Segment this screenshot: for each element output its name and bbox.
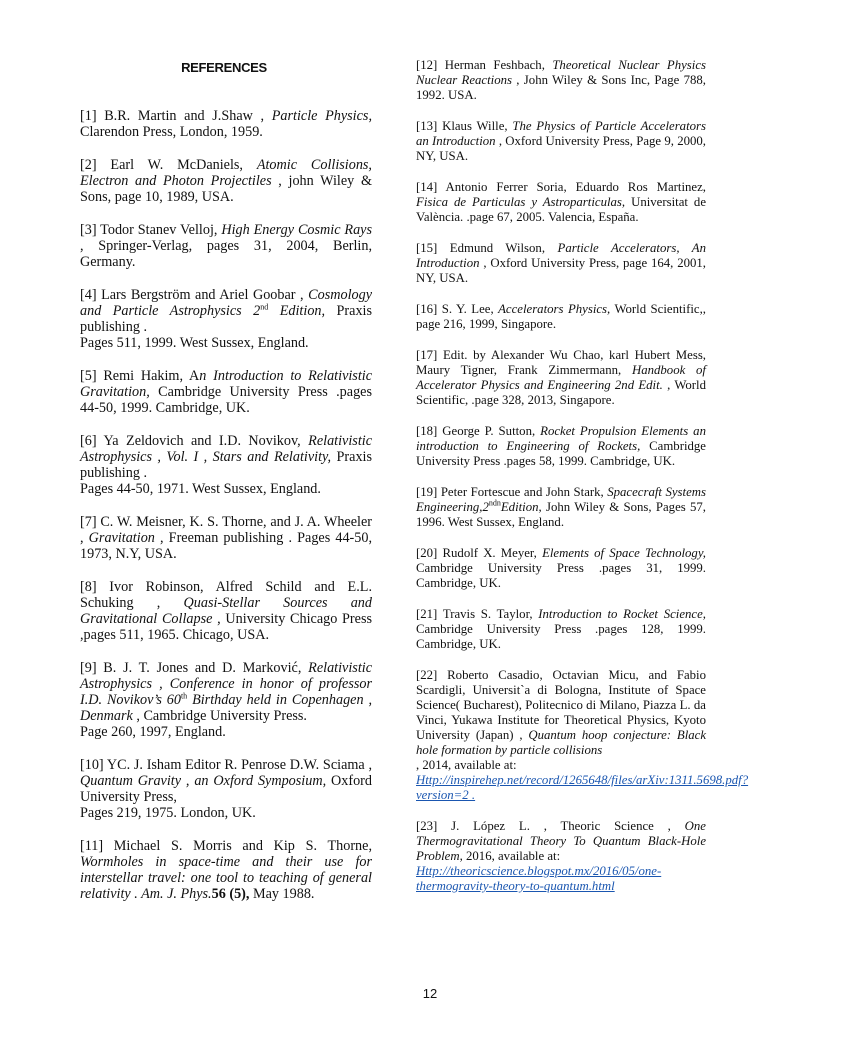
reference-text: Particle Physics, (271, 108, 372, 124)
reference-text: Pages 44-50, 1971. West Sussex, England. (80, 481, 321, 497)
reference-entry (80, 108, 372, 140)
reference-entry (80, 838, 372, 902)
reference-text: Pages 219, 1975. London, UK. (80, 805, 256, 821)
reference-entry (80, 287, 372, 351)
reference-entry (416, 607, 706, 652)
reference-text: Pages 511, 1999. West Sussex, England. (80, 335, 309, 351)
reference-text: Rocket Propulsion Elements an introduction to Engineering of Rockets, (416, 424, 706, 453)
reference-text: Clarendon Press, London, 1959. (80, 124, 263, 140)
reference-entry (416, 485, 706, 530)
reference-text: [15] Edmund Wilson, (416, 241, 558, 255)
reference-text: [21] Travis S. Taylor, (416, 607, 539, 621)
reference-text: [18] George P. Sutton, (416, 424, 541, 438)
reference-entry (416, 180, 706, 225)
reference-text: Cosmology and Particle Astrophysics 2 (80, 287, 372, 319)
reference-text: th (180, 691, 188, 701)
reference-text: [19] Peter Fortescue and John Stark, (416, 485, 608, 499)
reference-text: World Scientific,, page 216, 1999, Singapore. (416, 302, 706, 331)
left-reference-list (80, 108, 372, 902)
reference-text: Relativistic Astrophysics , Vol. I , Stars and Relativity, (80, 433, 372, 465)
reference-text: Cambridge University Press .pages 44-50, 1999. Cambridge, UK. (80, 384, 372, 416)
reference-text: , University Chicago Press ,pages 511, 1965. Chicago, USA. (80, 611, 372, 643)
reference-text: Atomic Collisions, Electron and Photon Projectiles (80, 157, 372, 189)
reference-text: Praxis publishing . (80, 449, 372, 481)
reference-entry (80, 514, 372, 562)
reference-entry (80, 433, 372, 497)
reference-entry (80, 660, 372, 740)
reference-text: 2016, available at: (462, 849, 561, 863)
reference-text: Cambridge University Press .pages 128, 1999. Cambridge, UK. (416, 622, 706, 651)
reference-text: Cambridge University Press .pages 31, 1999. Cambridge, UK. (416, 561, 706, 590)
reference-text: Page 260, 1997, England. (80, 724, 226, 740)
reference-text: High Energy Cosmic Rays (221, 222, 372, 238)
reference-text: Accelerators Physics, (498, 302, 611, 316)
reference-text: , john Wiley & Sons, page 10, 1989, USA. (80, 173, 372, 205)
reference-entry (416, 58, 706, 103)
reference-text: Quantum Gravity , an Oxford Symposium, (80, 773, 327, 789)
reference-text: , Oxford University Press, Page 9, 2000, NY, USA. (416, 134, 707, 163)
right-reference-list (416, 58, 749, 894)
reference-text: Quantum hoop conjecture: Black hole formation by particle collisions (416, 728, 707, 757)
reference-text: Spacecraft Systems Engineering,2 (416, 485, 706, 514)
reference-text: Edition, (268, 303, 326, 319)
left-column (80, 58, 372, 902)
reference-text: [23] J. López L. , Theoric Science , (416, 819, 685, 833)
reference-text: [2] Earl W. McDaniels, (80, 157, 257, 173)
reference-text: , Springer-Verlag, pages 31, 2004, Berlin, Germany. (80, 238, 372, 270)
reference-text: 56 (5), (211, 886, 250, 902)
reference-link[interactable]: Http://inspirehep.net/record/1265648/files/arXiv:1311.5698.pdf?version=2 . (416, 773, 749, 802)
references-heading: REFERENCES (181, 60, 267, 75)
reference-entry (416, 348, 706, 408)
reference-text: Introduction to Rocket Science, (538, 607, 706, 621)
reference-text: , Cambridge University Press. (132, 708, 307, 724)
reference-text: ndn (488, 498, 501, 508)
reference-text: Edition, (500, 500, 542, 514)
reference-text: [9] B. J. T. Jones and D. Marković, (80, 660, 309, 676)
reference-entry (80, 368, 372, 416)
reference-text: The Physics of Particle Accelerators an Introduction (416, 119, 706, 148)
reference-text: [22] Roberto Casadio, Octavian Micu, and Fabio Scardigli, Universit`a di Bologna, Institute of Space Science( Bucharest), Politecnico di Milano, Piazza L. da Vinci, Yukawa Institute for Theoretical Physics, Kyoto University (Japan) , (416, 668, 706, 742)
reference-text: n Introduction to Relativistic Gravitation, (80, 368, 373, 400)
reference-text: May 1988. (249, 886, 315, 902)
reference-entry (416, 819, 706, 894)
reference-text: [6] Ya Zeldovich and I.D. Novikov, (80, 433, 309, 449)
reference-text: , World Scientific, .page 328, 2013, Singapore. (416, 378, 706, 407)
reference-text: [20] Rudolf X. Meyer, (416, 546, 543, 560)
reference-text: [5] Remi Hakim, A (80, 368, 200, 384)
reference-text: Particle Accelerators, An Introduction (416, 241, 706, 270)
reference-text: [8] Ivor Robinson, Alfred Schild and E.L. Schuking , (80, 579, 372, 611)
reference-text: [10] YC. J. Isham Editor R. Penrose D.W. Sciama , (80, 757, 372, 773)
reference-text: [1] B.R. Martin and J.Shaw , (80, 108, 272, 124)
reference-entry (416, 424, 706, 469)
reference-link[interactable]: Http://theoricscience.blogspot.mx/2016/05/one-thermogravity-theory-to-quantum.html (416, 864, 662, 893)
reference-text: Handbook of Accelerator Physics and Engineering 2nd Edit. (416, 363, 706, 392)
reference-text: Praxis publishing . (80, 303, 373, 335)
reference-entry (416, 668, 749, 803)
reference-entry (80, 157, 372, 205)
reference-text: One Thermogravitational Theory To Quantum Black-Hole Problem, (416, 819, 706, 863)
reference-text: [14] Antonio Ferrer Soria, Eduardo Ros Martinez, (416, 180, 706, 194)
reference-text: nd (260, 302, 269, 312)
reference-text: Elements of Space Technology, (542, 546, 706, 560)
reference-text: , Oxford University Press, page 164, 2001, NY, USA. (416, 256, 706, 285)
reference-entry (80, 222, 372, 270)
reference-entry (80, 579, 372, 643)
reference-text: [3] Todor Stanev Velloj, (80, 222, 222, 238)
reference-text: [11] Michael S. Morris and Kip S. Thorne, (80, 838, 372, 854)
reference-text: [16] S. Y. Lee, (416, 302, 499, 316)
reference-text: Oxford University Press, (80, 773, 372, 805)
page-number: 12 (422, 986, 438, 1001)
reference-text: Birthday held in Copenhagen , Denmark (80, 692, 372, 724)
reference-text: [12] Herman Feshbach, (416, 58, 553, 72)
reference-text: John Wiley & Sons, Pages 57, 1996. West Sussex, England. (416, 500, 706, 529)
reference-text: [4] Lars Bergström and Ariel Goobar , (80, 287, 309, 303)
reference-text: Cambridge University Press .pages 58, 1999. Cambridge, UK. (416, 439, 706, 468)
reference-text: , Freeman publishing . Pages 44-50, 1973, N.Y, USA. (80, 530, 372, 562)
right-column (416, 58, 749, 894)
reference-text: Fisica de Particulas y Astroparticulas, (416, 195, 626, 209)
reference-text: [7] C. W. Meisner, K. S. Thorne, and J. A. Wheeler , (80, 514, 372, 546)
reference-entry (416, 119, 706, 164)
reference-entry (416, 546, 706, 591)
reference-text: [13] Klaus Wille, (416, 119, 513, 133)
reference-entry (80, 757, 372, 821)
reference-text: Theoretical Nuclear Physics Nuclear Reactions (416, 58, 706, 87)
reference-text: [17] Edit. by Alexander Wu Chao, karl Hubert Mess, Maury Tigner, Frank Zimmermann, (416, 348, 706, 377)
reference-text: , John Wiley & Sons Inc, Page 788, 1992. USA. (416, 73, 706, 102)
reference-text: Universitat de València. .page 67, 2005. Valencia, España. (416, 195, 707, 224)
reference-text: Quasi-Stellar Sources and Gravitational Collapse (80, 595, 372, 627)
reference-text: Relativistic Astrophysics , Conference in honor of professor I.D. Novikov’s 60 (80, 660, 372, 708)
reference-text: Gravitation (88, 530, 155, 546)
reference-entry (416, 241, 706, 286)
reference-text: Wormholes in space-time and their use for interstellar travel: one tool to teaching of general relativity . Am. J. Phys. (80, 854, 372, 902)
reference-entry (416, 302, 706, 332)
reference-text: , 2014, available at: (416, 758, 517, 772)
